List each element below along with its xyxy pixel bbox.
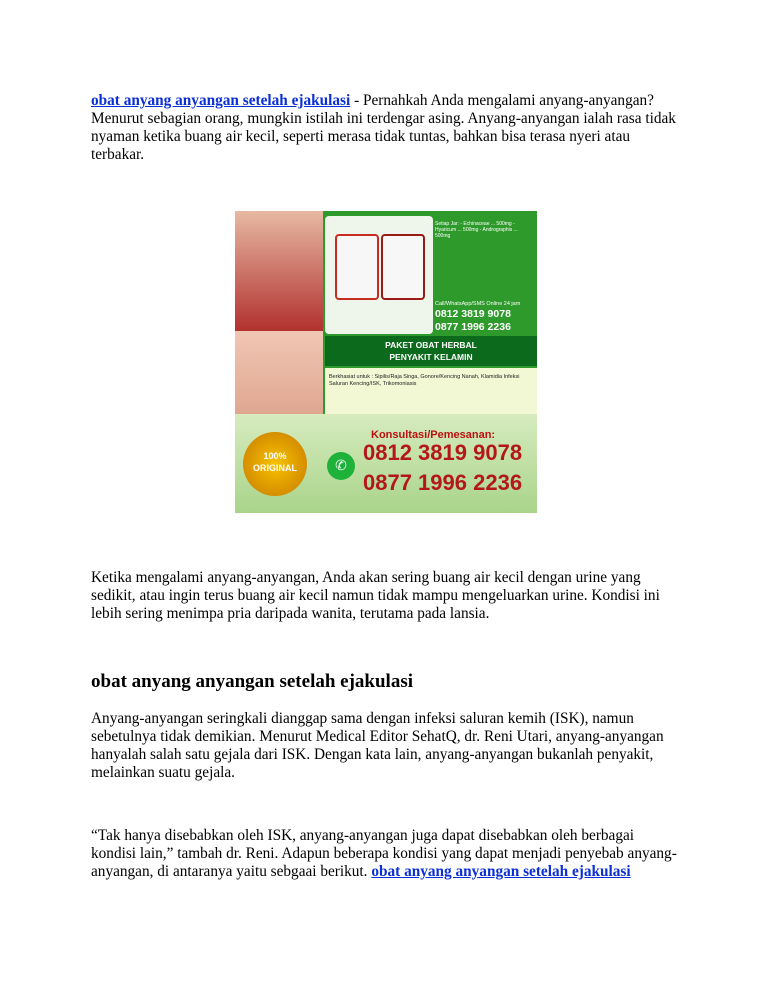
paragraph-2: Ketika mengalami anyang-anyangan, Anda akan sering buang air kecil dengan urine yang sedikit, atau ingin terus buang air kecil namun tidak mampu mengeluarkan urine. Kondisi ini lebih sering menimpa pria daripada wanita, terutama pada lansia. (91, 569, 660, 622)
konsultasi-label: Konsultasi/Pemesanan: (371, 429, 496, 441)
whatsapp-icon: ✆ (327, 452, 355, 480)
banner-khasiat: Berkhasiat untuk : Sipilis/Raja Singa, Gonore/Kencing Nanah, Klamidia Infeksi Saluran Kencing/ISK, Trikomoniasis (325, 368, 537, 414)
product-jars (325, 216, 433, 334)
phone-number-1: 0812 3819 9078 (363, 440, 523, 465)
product-banner-image (235, 211, 537, 513)
jar-icon (335, 234, 379, 300)
intro-text: - Pernahkah Anda mengalami anyang-anyangan? Menurut sebagian orang, mungkin istilah ini terdengar asing. Anyang-anyangan ialah rasa tidak nyaman ketika buang air kecil, seperti merasa tidak tuntas, bahkan bisa terasa nyeri atau terbakar. (91, 92, 676, 163)
banner-photo-top (235, 211, 323, 331)
banner-phones-small: Call/WhatsApp/SMS Online 24 jam 0812 3819 9078 0877 1996 2236 (435, 301, 521, 333)
banner-info: Setiap Jar: - Echinaceae ... 500mg - Hyaricum ... 500mg - Andrographis ... 500mg (435, 221, 518, 239)
phone-number-2: 0877 1996 2236 (363, 470, 523, 495)
section-heading: obat anyang anyangan setelah ejakulasi (91, 671, 414, 692)
jar-icon (381, 234, 425, 300)
paragraph-4: “Tak hanya disebabkan oleh ISK, anyang-anyangan juga dapat disebabkan oleh berbagai kondisi lain,” tambah dr. Reni. Adapun beberapa kondisi yang dapat menjadi penyebab anyang-anyangan, di antaranya yaitu sebgaai berikut. obat anyang anyangan setelah ejakulasi (91, 827, 677, 880)
keyword-link[interactable]: obat anyang anyangan setelah ejakulasi (91, 92, 351, 109)
paragraph-3: Anyang-anyangan seringkali dianggap sama dengan infeksi saluran kemih (ISK), namun sebetulnya tidak demikian. Menurut Medical Editor SehatQ, dr. Reni Utari, anyang-anyangan hanyalah salah satu gejala dari ISK. Dengan kata lain, anyang-anyangan bukanlah penyakit, melainkan suatu gejala. (91, 710, 664, 781)
intro-paragraph (91, 92, 681, 164)
original-seal: 100% ORIGINAL (243, 432, 307, 496)
keyword-link-bottom[interactable]: obat anyang anyangan setelah ejakulasi (371, 863, 631, 880)
banner-title: PAKET OBAT HERBAL PENYAKIT KELAMIN (325, 336, 537, 366)
banner-contact-area (235, 414, 537, 513)
